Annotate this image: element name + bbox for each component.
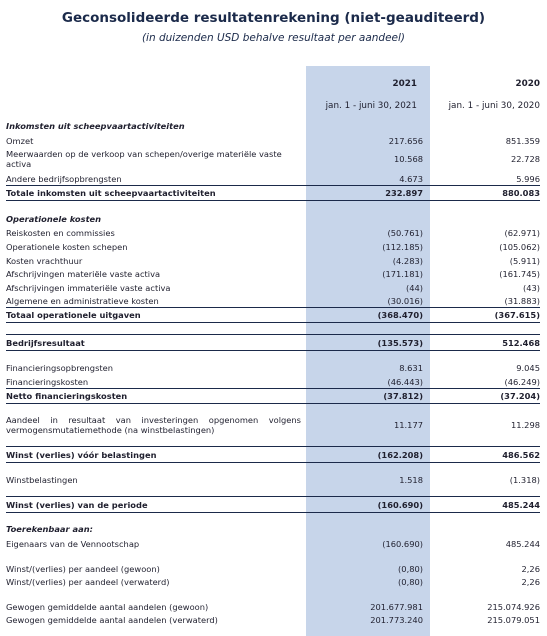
value-2021: 4.673 — [399, 174, 423, 184]
column-header-year-2020: 2020 — [515, 79, 540, 89]
value-2021: (112.185) — [382, 242, 423, 252]
divider — [6, 462, 540, 463]
value-2020: (31.883) — [504, 296, 540, 306]
row-label: Aandeel in resultaat van investeringen opgenomen volgens vermogensmutatiemethode (na winstbelastingen) — [6, 415, 301, 435]
row-label: Operationele kosten schepen — [6, 242, 128, 252]
value-2021: (30.016) — [387, 296, 423, 306]
divider — [6, 403, 540, 404]
row-label: Andere bedrijfsopbrengsten — [6, 174, 122, 184]
column-header-period-2020: jan. 1 - juni 30, 2020 — [448, 101, 540, 111]
value-2020: 22.728 — [510, 154, 540, 164]
row-label: Totale inkomsten uit scheepvaartactiviteiten — [6, 188, 216, 198]
row-label: Omzet — [6, 136, 34, 146]
row-label: Kosten vrachthuur — [6, 256, 83, 266]
row-label: Financieringsopbrengsten — [6, 363, 114, 373]
value-2020: 486.562 — [502, 450, 540, 460]
value-2021: (44) — [405, 283, 423, 293]
value-2021: (160.690) — [377, 500, 423, 510]
value-2020: 2,26 — [521, 577, 540, 587]
row-label: Afschrijvingen materiële vaste activa — [6, 269, 161, 279]
row-label: Afschrijvingen immateriële vaste activa — [6, 283, 171, 293]
row-label: Eigenaars van de Vennootschap — [6, 539, 140, 549]
value-2020: (43) — [522, 283, 540, 293]
row-label: Financieringskosten — [6, 377, 89, 387]
value-2020: 485.244 — [505, 539, 540, 549]
value-2021: (135.573) — [377, 338, 423, 348]
column-header-period-2021: jan. 1 - juni 30, 2021 — [325, 101, 417, 111]
value-2020: 880.083 — [502, 188, 540, 198]
divider — [6, 322, 540, 323]
row-label: Totaal operationele uitgaven — [6, 310, 141, 320]
value-2020: 2,26 — [521, 564, 540, 574]
value-2021: (0,80) — [398, 564, 423, 574]
value-2021: 10.568 — [393, 154, 423, 164]
value-2021: 217.656 — [388, 136, 423, 146]
value-2021: (160.690) — [382, 539, 423, 549]
value-2021: 201.773.240 — [370, 615, 423, 625]
row-label: Operationele kosten — [6, 214, 102, 224]
value-2020: 512.468 — [502, 338, 540, 348]
row-label: Toerekenbaar aan: — [6, 524, 93, 534]
row-label: Winst (verlies) vóór belastingen — [6, 450, 157, 460]
row-label: Meerwaarden op de verkoop van schepen/overige materiële vaste activa — [6, 149, 282, 169]
value-2021: 1.518 — [399, 475, 423, 485]
value-2020: (105.062) — [499, 242, 540, 252]
value-2021: (0,80) — [398, 577, 423, 587]
value-2021: 232.897 — [385, 188, 423, 198]
row-label: Winst/(verlies) per aandeel (gewoon) — [6, 564, 160, 574]
current-period-highlight — [306, 66, 430, 636]
value-2021: 201.677.981 — [370, 602, 423, 612]
value-2020: (37.204) — [500, 391, 540, 401]
row-label: Algemene en administratieve kosten — [6, 296, 159, 306]
row-label: Gewogen gemiddelde aantal aandelen (verwaterd) — [6, 615, 218, 625]
value-2021: (4.283) — [392, 256, 423, 266]
row-label: Winstbelastingen — [6, 475, 78, 485]
value-2021: (37.812) — [383, 391, 423, 401]
divider — [6, 388, 540, 389]
value-2020: (62.971) — [504, 228, 540, 238]
value-2020: (161.745) — [499, 269, 540, 279]
row-label: Netto financieringskosten — [6, 391, 128, 401]
value-2020: 9.045 — [516, 363, 540, 373]
value-2020: (367.615) — [494, 310, 540, 320]
value-2021: (162.208) — [377, 450, 423, 460]
value-2021: 11.177 — [393, 420, 423, 430]
value-2021: (368.470) — [377, 310, 423, 320]
row-label: Winst (verlies) van de periode — [6, 500, 148, 510]
row-label: Inkomsten uit scheepvaartactiviteiten — [6, 121, 185, 131]
value-2020: 851.359 — [505, 136, 540, 146]
value-2020: 11.298 — [510, 420, 540, 430]
value-2020: (5.911) — [509, 256, 540, 266]
divider — [6, 307, 540, 308]
value-2020: 215.079.051 — [487, 615, 540, 625]
statement-title: Geconsolideerde resultatenrekening (niet-geauditeerd) — [61, 10, 486, 26]
value-2021: (46.443) — [387, 377, 423, 387]
column-header-year-2021: 2021 — [392, 79, 417, 89]
divider — [6, 446, 540, 447]
value-2020: 485.244 — [502, 500, 540, 510]
row-label: Gewogen gemiddelde aantal aandelen (gewoon) — [6, 602, 209, 612]
value-2020: 5.996 — [516, 174, 540, 184]
divider — [6, 200, 540, 201]
value-2020: (1.318) — [509, 475, 540, 485]
divider — [6, 512, 540, 513]
row-label: Reiskosten en commissies — [6, 228, 115, 238]
value-2021: (171.181) — [382, 269, 423, 279]
row-label: Bedrijfsresultaat — [6, 338, 85, 348]
divider — [6, 185, 540, 186]
statement-subtitle: (in duizenden USD behalve resultaat per aandeel) — [141, 32, 406, 44]
divider — [6, 350, 540, 351]
value-2020: (46.249) — [504, 377, 540, 387]
divider — [6, 496, 540, 497]
value-2021: (50.761) — [387, 228, 423, 238]
value-2021: 8.631 — [399, 363, 423, 373]
value-2020: 215.074.926 — [487, 602, 540, 612]
row-label: Winst/(verlies) per aandeel (verwaterd) — [6, 577, 170, 587]
divider — [6, 334, 540, 335]
